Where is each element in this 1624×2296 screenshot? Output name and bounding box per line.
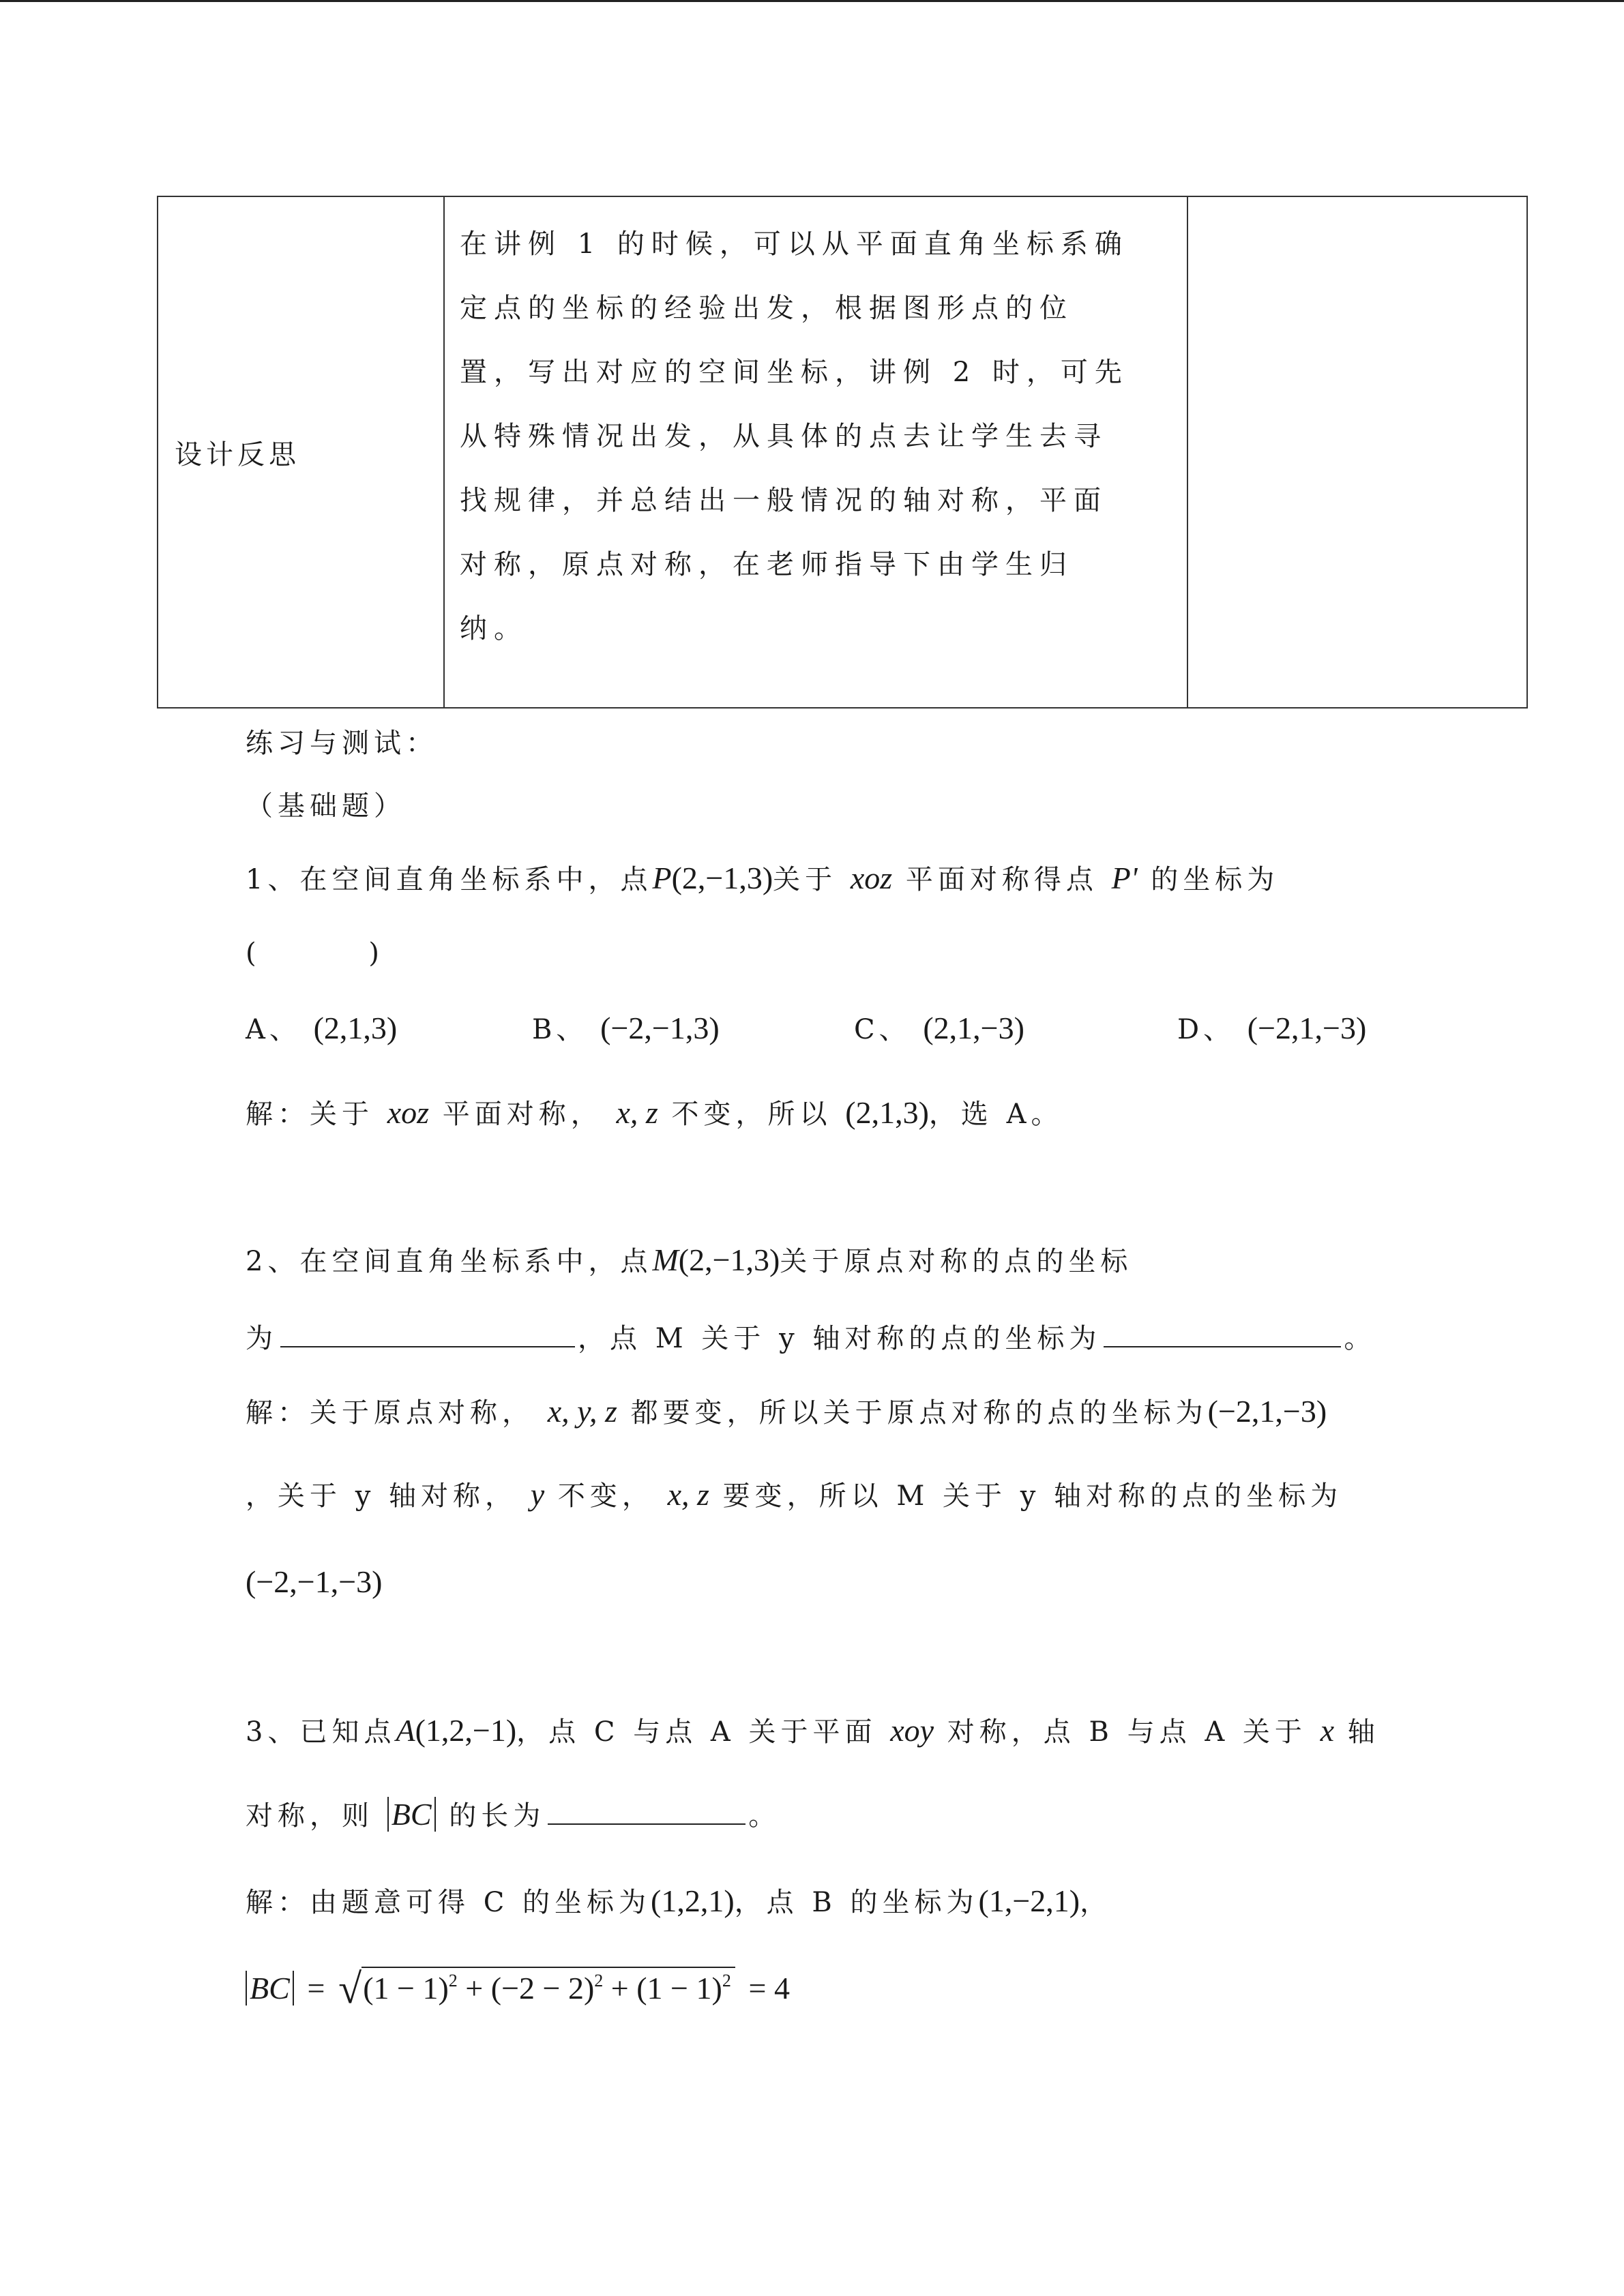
- q1-solution-mid2: 不变，所以: [671, 1099, 832, 1130]
- q2-solution2-suffix: 要变，所以 M 关于 y 轴对称的点的坐标为: [722, 1480, 1343, 1512]
- q1-answer-paren: ( ): [246, 938, 384, 969]
- q2-solution2-mid: 不变，: [557, 1480, 654, 1512]
- q3-solution-segment-abs: BC: [246, 1971, 294, 2006]
- q1-mid2: 平面对称得点: [905, 864, 1098, 895]
- q1-option-d: [1177, 1008, 1366, 1050]
- q2-solution-line-3: [246, 1562, 382, 1604]
- question-3: [246, 1710, 1380, 1753]
- q1-solution-plane: xoz: [387, 1095, 430, 1130]
- q1-solution: [246, 1092, 1063, 1135]
- sqrt-icon: √: [338, 1966, 362, 2012]
- q2-suffix: 关于原点对称的点的坐标: [780, 1246, 1133, 1277]
- q1-prefix: 1、在空间直角坐标系中，点: [246, 864, 653, 895]
- q3-point-coords: (1,2,−1): [415, 1713, 517, 1748]
- q2-solution2-var: y: [530, 1477, 545, 1512]
- q1-point2: P': [1111, 861, 1138, 895]
- reflection-line: 置，写出对应的空间坐标，讲例 2 时，可先: [460, 357, 1129, 388]
- q1-solution-mid: 平面对称，: [442, 1099, 603, 1130]
- q2-line2-suffix: 。: [1344, 1323, 1376, 1354]
- option-value: (2,1,3): [313, 1011, 398, 1045]
- difficulty-level: （基础题）: [246, 790, 406, 822]
- q3-solution-c-coords: (1,2,1): [651, 1883, 735, 1918]
- q2-solution-line-2: [246, 1474, 1342, 1517]
- q2-answer-blank-2[interactable]: [1104, 1316, 1341, 1347]
- option-value: (−2,1,−3): [1247, 1011, 1367, 1045]
- q2-solution-result: (−2,1,−3): [1207, 1394, 1327, 1429]
- q3-solution-equals: =: [307, 1971, 325, 2006]
- reflection-line: 定点的坐标的经验出发，根据图形点的位: [460, 293, 1074, 324]
- q2-solution-prefix: 解：关于原点对称，: [246, 1397, 534, 1429]
- q3-suffix: 轴: [1347, 1716, 1380, 1748]
- q1-solution-vars: x, z: [616, 1095, 658, 1130]
- reflection-line: 纳。: [460, 613, 528, 644]
- section-title: 练习与测试：: [246, 728, 438, 759]
- reflection-line: 在讲例 1 的时候，可以从平面直角坐标系确: [460, 228, 1129, 260]
- q1-mid: 关于: [773, 864, 838, 895]
- q3-plus-1: +: [465, 1971, 484, 2006]
- question-2-line-2: [246, 1316, 1376, 1359]
- reflection-line: 对称，原点对称，在老师指导下由学生归: [460, 549, 1074, 580]
- q3-solution-b-coords: (1,−2,1): [978, 1883, 1080, 1918]
- q1-option-c: [854, 1008, 1024, 1050]
- q1-option-a: [246, 1008, 397, 1050]
- q3-solution-line-2: [246, 1968, 790, 2010]
- reflection-line: 找规律，并总结出一般情况的轴对称，平面: [460, 485, 1108, 516]
- q1-solution-suffix: ，选 A。: [928, 1099, 1063, 1130]
- q3-exp-2: 2: [594, 1971, 604, 1991]
- q3-plus-2: +: [610, 1971, 629, 2006]
- reflection-line: 从特殊情况出发，从具体的点去让学生去寻: [460, 421, 1108, 452]
- q3-solution-mid: ，点 B 的坐标为: [734, 1887, 979, 1918]
- option-label: A、: [246, 1014, 301, 1045]
- q3-term-2: (−2 − 2): [490, 1971, 595, 2006]
- q1-suffix: 的坐标为: [1151, 864, 1280, 895]
- q3-solution-prefix: 解：由题意可得 C 的坐标为: [246, 1887, 651, 1918]
- q3-mid2: 对称，点 B 与点 A 关于: [947, 1716, 1307, 1748]
- question-3-line-2: [246, 1793, 780, 1836]
- q3-answer-blank[interactable]: [548, 1793, 745, 1825]
- q2-solution-mid: 都要变，所以关于原点对称的点的坐标为: [630, 1397, 1208, 1429]
- q3-line2-prefix: 对称，则: [246, 1800, 374, 1832]
- option-label: D、: [1177, 1014, 1235, 1045]
- q2-solution2-prefix: ，关于 y 轴对称，: [246, 1480, 518, 1512]
- q3-segment-abs: BC: [387, 1797, 436, 1832]
- q3-axis: x: [1320, 1713, 1335, 1748]
- option-value: (−2,−1,3): [600, 1011, 720, 1045]
- q3-solution-line-1: [246, 1881, 1112, 1923]
- reflection-content: [444, 196, 1187, 708]
- q2-point-coords: (2,−1,3): [678, 1242, 780, 1277]
- q3-term-1: (1 − 1): [363, 1971, 449, 2006]
- reflection-notes-cell: [1187, 196, 1527, 708]
- q2-solution-line-1: [246, 1391, 1327, 1433]
- option-label: C、: [854, 1014, 911, 1045]
- q3-prefix: 3、已知点: [246, 1716, 396, 1748]
- q2-prefix: 2、在空间直角坐标系中，点: [246, 1246, 653, 1277]
- q2-solution-final-result: (−2,−1,−3): [246, 1564, 383, 1599]
- q3-exp-3: 2: [722, 1971, 731, 1991]
- question-2: [246, 1240, 1132, 1282]
- q3-solution-sqrt: [338, 1968, 735, 2010]
- q2-solution-vars: x, y, z: [547, 1394, 617, 1429]
- q3-solution-radicand: [361, 1967, 735, 2006]
- q1-plane: xoz: [850, 861, 893, 895]
- option-value: (2,1,−3): [923, 1011, 1024, 1045]
- q3-solution-suffix: ，: [1080, 1887, 1112, 1918]
- q3-solution-result: = 4: [748, 1971, 790, 2006]
- q3-exp-1: 2: [448, 1971, 458, 1991]
- q1-point: P: [652, 861, 672, 895]
- option-label: B、: [532, 1014, 588, 1045]
- q3-point: A: [396, 1713, 415, 1748]
- q2-point: M: [652, 1242, 679, 1277]
- q1-solution-result: (2,1,3): [845, 1095, 929, 1130]
- table-row: [158, 196, 1527, 708]
- q3-line2-mid: 的长为: [449, 1800, 546, 1832]
- q2-line2-prefix: 为: [246, 1323, 278, 1354]
- q2-solution2-vars: x, z: [667, 1477, 709, 1512]
- q2-line2-mid: ，点 M 关于 y 轴对称的点的坐标为: [578, 1323, 1102, 1354]
- q1-solution-prefix: 解：关于: [246, 1099, 374, 1130]
- top-border-line: [0, 0, 1624, 2]
- question-1: [246, 858, 1279, 900]
- reflection-label: 设计反思: [158, 196, 444, 708]
- q3-line2-suffix: 。: [748, 1800, 781, 1832]
- q1-point-coords: (2,−1,3): [671, 861, 773, 895]
- q3-mid: ，点 C 与点 A 关于平面: [516, 1716, 877, 1748]
- q1-option-b: [532, 1008, 720, 1050]
- q2-answer-blank-1[interactable]: [280, 1316, 575, 1347]
- q3-term-3: (1 − 1): [636, 1971, 722, 2006]
- design-reflection-table: [157, 196, 1528, 709]
- q3-plane: xoy: [890, 1713, 934, 1748]
